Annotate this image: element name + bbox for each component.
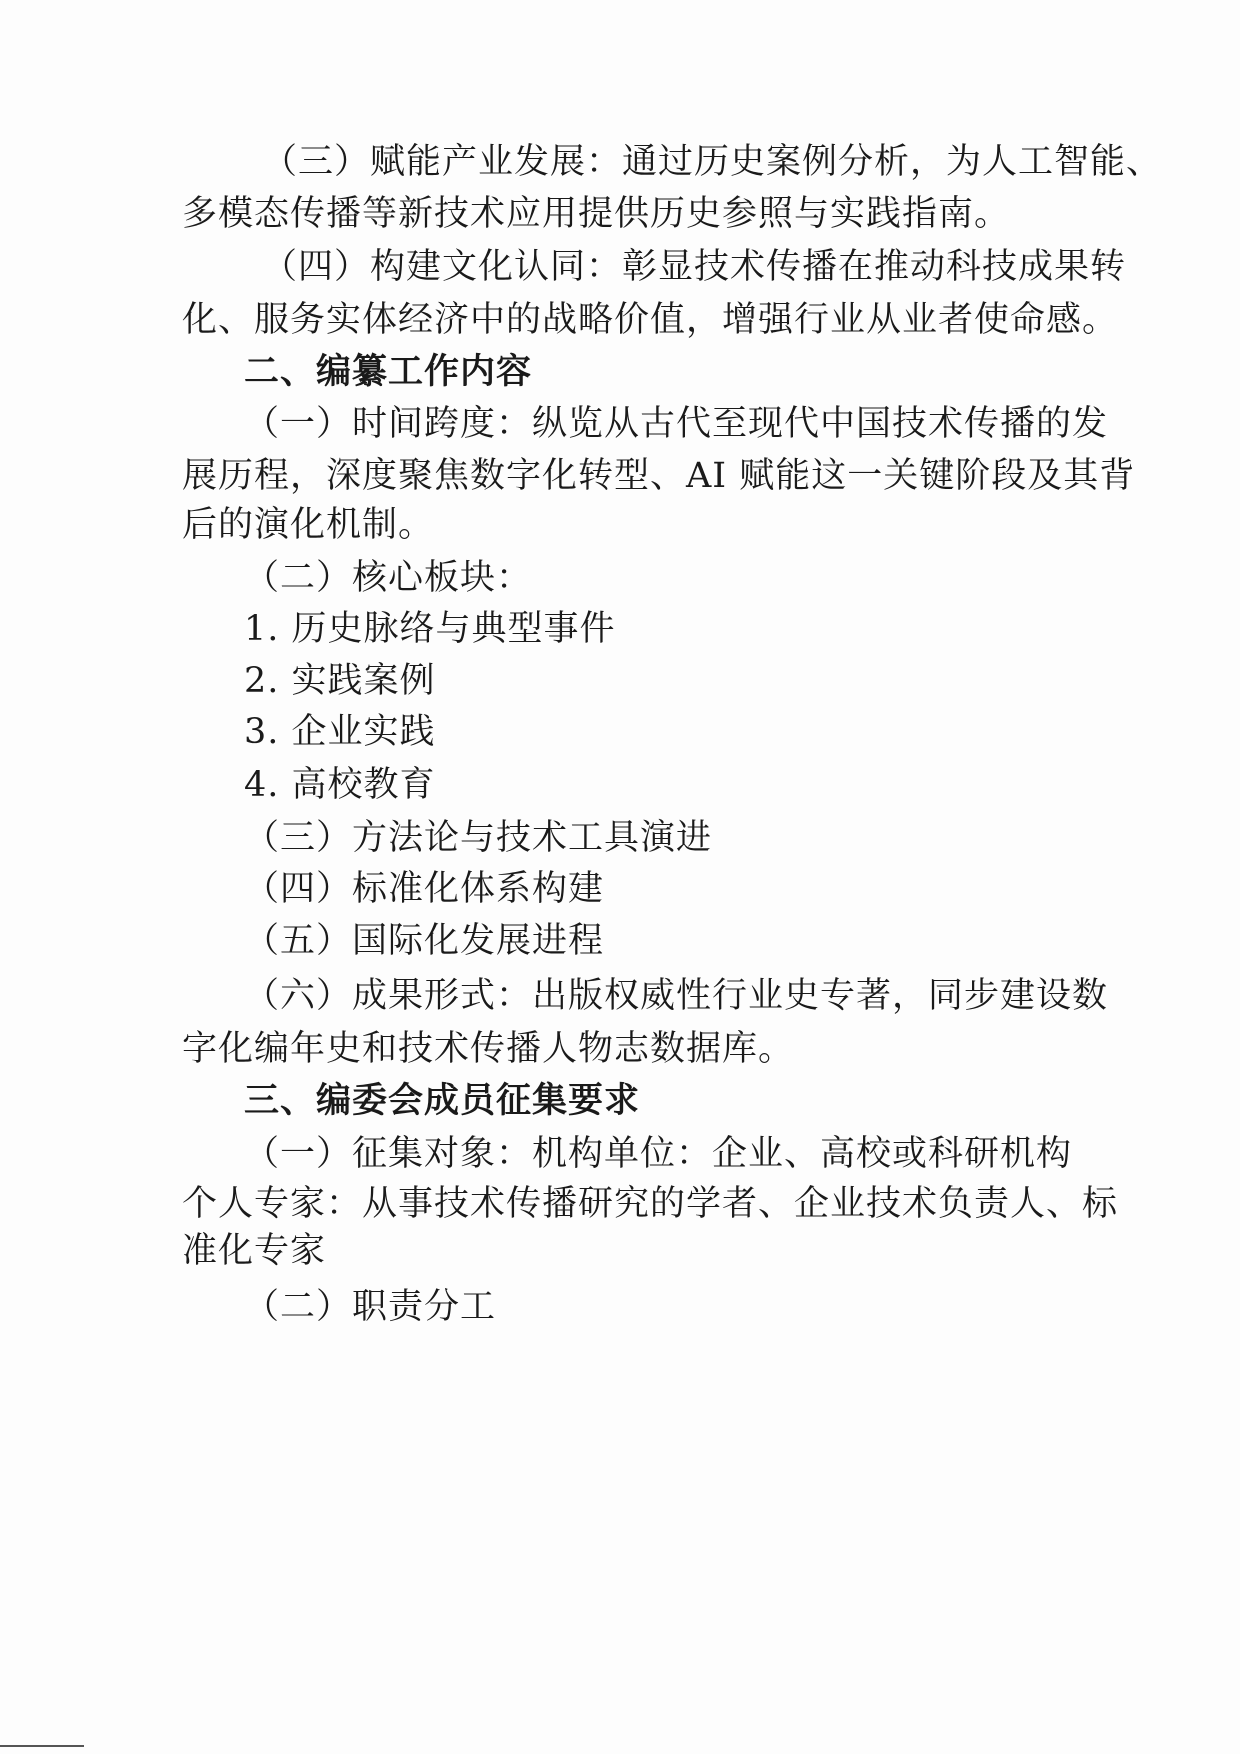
paragraph-line: 个人专家：从事技术传播研究的学者、企业技术负责人、标 xyxy=(182,1184,1119,1224)
paragraph-line: （一）时间跨度：纵览从古代至现代中国技术传播的发 xyxy=(244,404,1109,444)
list-item: 3. 企业实践 xyxy=(244,712,436,752)
section-heading: 三、编委会成员征集要求 xyxy=(244,1081,641,1121)
paragraph-line: 多模态传播等新技术应用提供历史参照与实践指南。 xyxy=(182,194,1011,234)
paragraph-line: 展历程，深度聚焦数字化转型、AI 赋能这一关键阶段及其背 xyxy=(182,456,1136,496)
list-item: 4. 高校教育 xyxy=(244,765,436,805)
paragraph-line: 化、服务实体经济中的战略价值，增强行业从业者使命感。 xyxy=(182,300,1119,340)
paragraph-line: 字化编年史和技术传播人物志数据库。 xyxy=(182,1029,795,1069)
paragraph-line: 后的演化机制。 xyxy=(182,505,435,545)
paragraph-line: （六）成果形式：出版权威性行业史专著，同步建设数 xyxy=(244,976,1109,1016)
paragraph-line: （五）国际化发展进程 xyxy=(244,921,605,961)
paragraph-line: （三）方法论与技术工具演进 xyxy=(244,818,713,858)
scan-edge-mark xyxy=(0,1745,84,1747)
paragraph-line: （一）征集对象：机构单位：企业、高校或科研机构 xyxy=(244,1134,1073,1174)
list-item: 2. 实践案例 xyxy=(244,661,436,701)
list-item: 1. 历史脉络与典型事件 xyxy=(244,609,616,649)
paragraph-line: 准化专家 xyxy=(182,1231,327,1271)
paragraph-line: （四）构建文化认同：彰显技术传播在推动科技成果转 xyxy=(262,247,1127,287)
paragraph-line: （四）标准化体系构建 xyxy=(244,869,605,909)
paragraph-line: （三）赋能产业发展：通过历史案例分析，为人工智能、 xyxy=(262,142,1163,182)
paragraph-line: （二）核心板块： xyxy=(244,558,533,598)
section-heading: 二、编纂工作内容 xyxy=(244,352,533,392)
paragraph-line: （二）职责分工 xyxy=(244,1287,497,1327)
